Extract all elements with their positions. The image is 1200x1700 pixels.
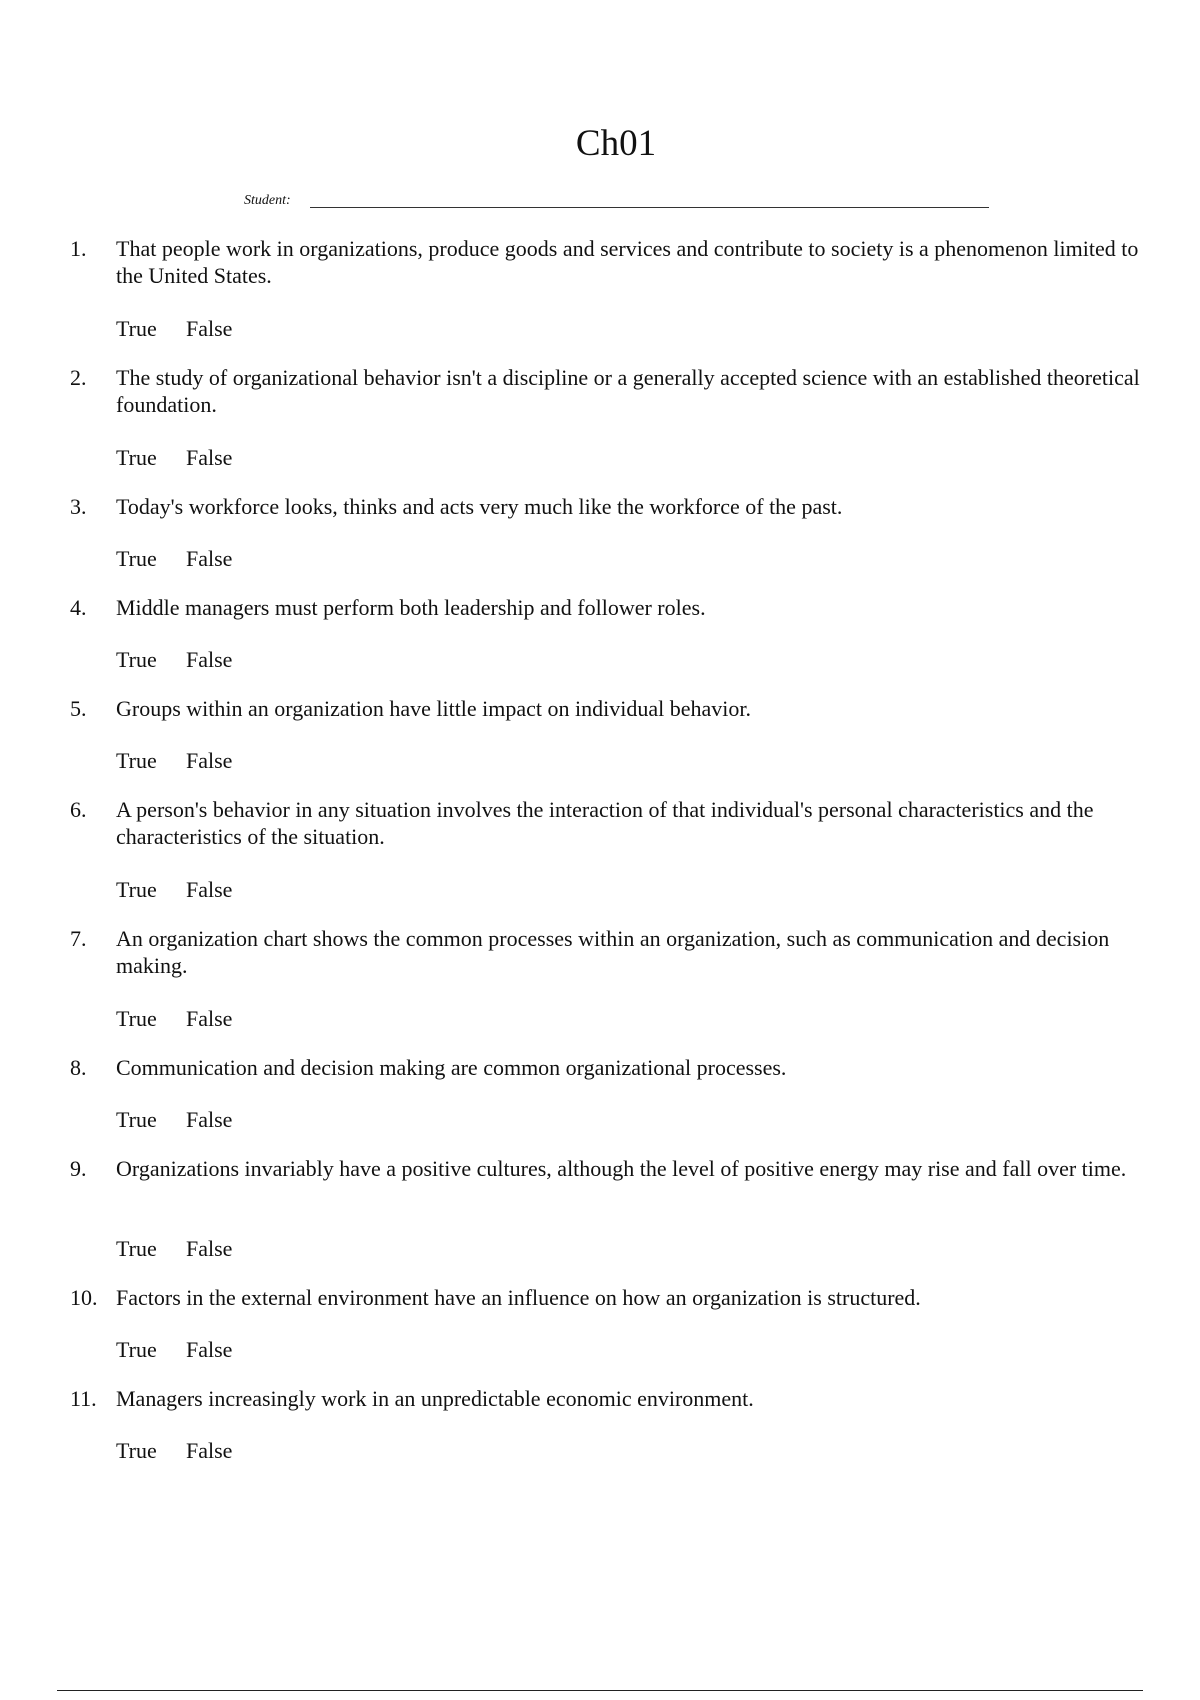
question-10 [0,1284,1200,1385]
question-text: Organizations invariably have a positive cultures, although the level of positive energy may rise and fall over time. [116,1156,1127,1181]
question-list [0,235,1200,1486]
question-text: Groups within an organization have little impact on individual behavior. [116,696,752,721]
question-text: Communication and decision making are common organizational processes. [116,1055,787,1080]
question-number: 10. [70,1285,98,1310]
question-number: 7. [70,926,87,951]
question-1 [0,235,1200,364]
question-2 [0,364,1200,493]
true-false-options [116,646,232,673]
question-text: Factors in the external environment have an influence on how an organization is structured. [116,1285,921,1310]
question-11 [0,1385,1200,1486]
question-8 [0,1054,1200,1155]
question-number: 11. [70,1386,97,1411]
false-option[interactable]: False [186,1236,233,1261]
question-text: An organization chart shows the common processes within an organization, such as communication and decision making. [116,926,1110,978]
true-false-options [116,1336,232,1363]
question-text: That people work in organizations, produce goods and services and contribute to society is a phenomenon limited to the United States. [116,236,1139,288]
question-text: Today's workforce looks, thinks and acts very much like the workforce of the past. [116,494,843,519]
question-text: A person's behavior in any situation involves the interaction of that individual's personal characteristics and the characteristics of the situation. [116,797,1094,849]
false-option[interactable]: False [186,748,233,773]
true-false-options [116,1437,232,1464]
question-number: 1. [70,236,87,261]
true-false-options [116,1235,232,1262]
true-option[interactable]: True [116,546,157,571]
true-option[interactable]: True [116,647,157,672]
true-option[interactable]: True [116,1438,157,1463]
question-number: 3. [70,494,87,519]
true-false-options [116,444,232,471]
question-9 [0,1155,1200,1284]
false-option[interactable]: False [186,316,233,341]
question-number: 5. [70,696,87,721]
true-option[interactable]: True [116,445,157,470]
true-false-options [116,1005,232,1032]
true-false-options [116,315,232,342]
false-option[interactable]: False [186,1107,233,1132]
question-number: 2. [70,365,87,390]
question-3 [0,493,1200,594]
true-false-options [116,545,232,572]
question-text: Managers increasingly work in an unpredictable economic environment. [116,1386,754,1411]
true-option[interactable]: True [116,316,157,341]
question-5 [0,695,1200,796]
false-option[interactable]: False [186,445,233,470]
question-number: 6. [70,797,87,822]
question-text: The study of organizational behavior isn't a discipline or a generally accepted science with an established theoretical foundation. [116,365,1140,417]
student-name-field[interactable] [244,190,989,214]
false-option[interactable]: False [186,647,233,672]
true-option[interactable]: True [116,748,157,773]
question-6 [0,796,1200,925]
question-7 [0,925,1200,1054]
true-false-options [116,876,232,903]
footer-rule [57,1690,1143,1691]
student-label: Student: [244,193,291,208]
true-option[interactable]: True [116,877,157,902]
question-4 [0,594,1200,695]
true-false-options [116,747,232,774]
true-option[interactable]: True [116,1006,157,1031]
false-option[interactable]: False [186,877,233,902]
true-false-options [116,1106,232,1133]
true-option[interactable]: True [116,1337,157,1362]
false-option[interactable]: False [186,546,233,571]
true-option[interactable]: True [116,1236,157,1261]
question-number: 9. [70,1156,87,1181]
true-option[interactable]: True [116,1107,157,1132]
page-title: Ch01 [575,123,657,164]
question-number: 8. [70,1055,87,1080]
question-number: 4. [70,595,87,620]
false-option[interactable]: False [186,1438,233,1463]
false-option[interactable]: False [186,1006,233,1031]
student-name-line[interactable] [310,207,989,208]
question-text: Middle managers must perform both leadership and follower roles. [116,595,706,620]
false-option[interactable]: False [186,1337,233,1362]
